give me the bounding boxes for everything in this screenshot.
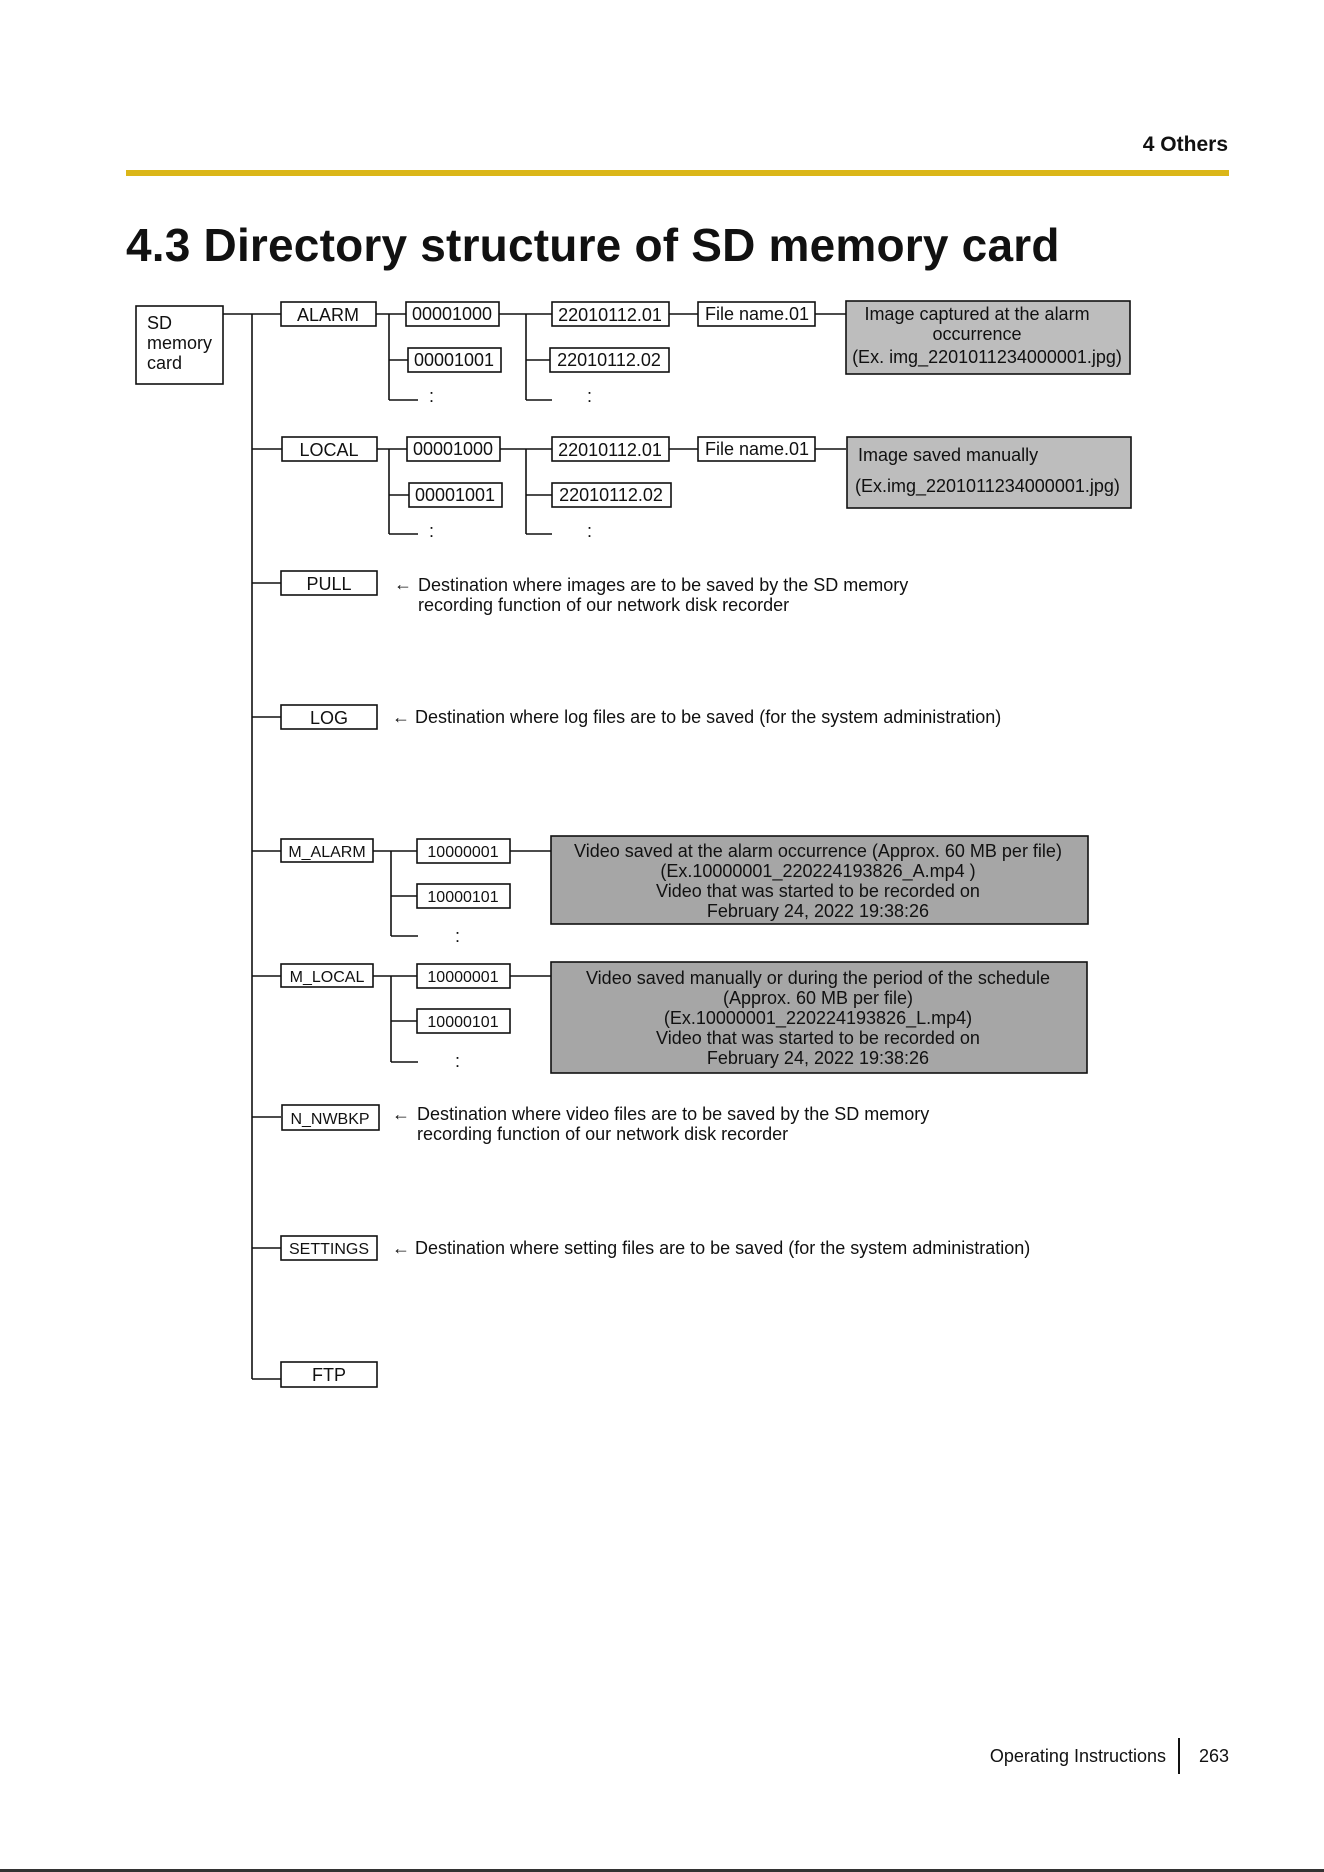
note-m-local-line2: (Approx. 60 MB per file) (722, 988, 914, 1008)
page-title: 4.3 Directory structure of SD memory card (126, 219, 1060, 271)
folder-n-nwbkp: N_NWBKP (290, 1111, 370, 1128)
datefolder-local-2: 22010112.02 (559, 485, 663, 505)
footer-doc-title: Operating Instructions (989, 1746, 1166, 1766)
folder-pull: PULL (306, 574, 352, 594)
note-m-local-line3: (Ex.10000001_220224193826_L.mp4) (663, 1008, 973, 1028)
file-name-local: File name.01 (704, 439, 810, 459)
note-m-alarm-line1: Video saved at the alarm occurrence (Approx. 60 MB per file) (574, 841, 1062, 861)
arrow-log: ← (392, 707, 410, 727)
folder-ftp: FTP (312, 1365, 346, 1385)
datefolder-alarm-2: 22010112.02 (557, 350, 661, 370)
arrow-n-nwbkp: ← (392, 1104, 410, 1124)
root-label-line3: card (147, 353, 183, 373)
note-log: Destination where log files are to be saved (for the system administration) (415, 707, 1002, 727)
note-m-alarm-line3: Video that was started to be recorded on (656, 881, 980, 901)
video-folder-alarm-1: 10000001 (427, 844, 499, 861)
ellipsis: : (429, 386, 435, 406)
note-n-nwbkp-line1: Destination where video files are to be saved by the SD memory (417, 1104, 930, 1124)
folder-m-alarm: M_ALARM (288, 844, 366, 861)
subfolder-alarm-2: 00001001 (413, 350, 495, 370)
folder-local: LOCAL (299, 440, 359, 460)
folder-log: LOG (309, 708, 349, 728)
note-m-local-line1: Video saved manually or during the period of the schedule (586, 968, 1050, 988)
datefolder-alarm-1: 22010112.01 (558, 305, 662, 325)
note-m-alarm-line2: (Ex.10000001_220224193826_A.mp4 ) (660, 861, 976, 881)
note-pull-line2: recording function of our network disk recorder (418, 595, 790, 615)
datefolder-local-1: 22010112.01 (558, 440, 662, 460)
note-local-line1: Image saved manually (858, 445, 1039, 465)
note-m-alarm-line4: February 24, 2022 19:38:26 (706, 901, 930, 921)
video-folder-local-1: 10000001 (427, 969, 499, 986)
ellipsis: : (455, 1051, 461, 1071)
section-header: 4 Others (1142, 133, 1228, 156)
folder-m-local: M_LOCAL (289, 969, 365, 986)
note-alarm-line1: Image captured at the alarm (864, 304, 1090, 324)
root-label-line2: memory (147, 333, 213, 353)
ellipsis: : (587, 521, 593, 541)
note-alarm-line3: (Ex. img_2201011234000001.jpg) (852, 347, 1122, 367)
footer-divider (1178, 1738, 1180, 1774)
note-m-local-line4: Video that was started to be recorded on (656, 1028, 980, 1048)
subfolder-local-1: 00001000 (412, 439, 494, 459)
arrow-pull: ← (394, 574, 412, 594)
subfolder-local-2: 00001001 (414, 485, 496, 505)
note-settings: Destination where setting files are to be saved (for the system administration) (415, 1238, 1031, 1258)
note-m-local-line5: February 24, 2022 19:38:26 (706, 1048, 930, 1068)
ellipsis: : (455, 926, 461, 946)
root-label-line1: SD (147, 313, 173, 333)
ellipsis: : (587, 386, 593, 406)
page-number: 263 (1199, 1746, 1230, 1766)
ellipsis: : (429, 521, 435, 541)
note-pull-line1: Destination where images are to be saved by the SD memory (418, 575, 909, 595)
note-alarm-line2: occurrence (932, 324, 1022, 344)
video-folder-alarm-2: 10000101 (427, 889, 499, 906)
video-folder-local-2: 10000101 (427, 1014, 499, 1031)
arrow-settings: ← (392, 1238, 410, 1258)
note-local-line2: (Ex.img_2201011234000001.jpg) (855, 476, 1120, 496)
folder-settings: SETTINGS (288, 1241, 370, 1258)
note-n-nwbkp-line2: recording function of our network disk recorder (417, 1124, 789, 1144)
file-name-alarm: File name.01 (704, 304, 810, 324)
folder-alarm: ALARM (296, 305, 360, 325)
subfolder-alarm-1: 00001000 (411, 304, 493, 324)
